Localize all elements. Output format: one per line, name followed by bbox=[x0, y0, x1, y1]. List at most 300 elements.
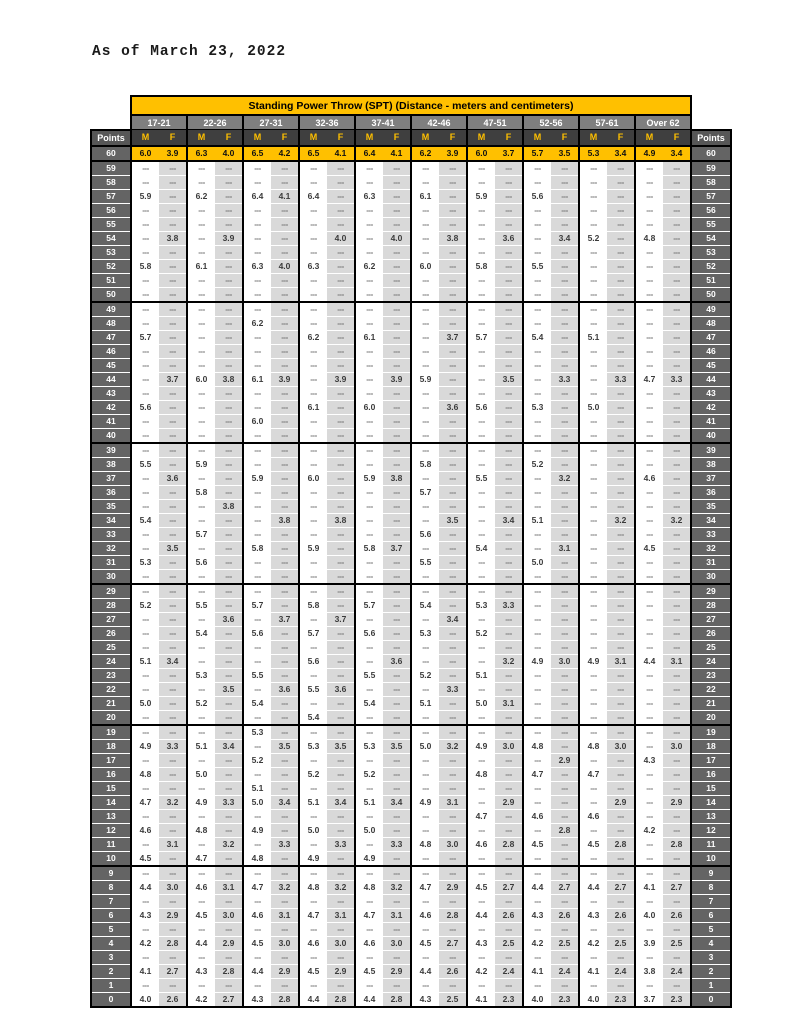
value-cell: 3.4 bbox=[495, 513, 523, 527]
points-cell-left: 53 bbox=[91, 245, 131, 259]
value-cell: 5.6 bbox=[187, 555, 215, 569]
value-cell: --- bbox=[411, 245, 439, 259]
value-cell: 4.1 bbox=[467, 992, 495, 1007]
value-cell: --- bbox=[579, 499, 607, 513]
male-header: M bbox=[187, 130, 215, 146]
value-cell: 2.5 bbox=[439, 992, 467, 1007]
value-cell: --- bbox=[579, 710, 607, 725]
corner-blank bbox=[691, 96, 731, 115]
score-row-4 bbox=[91, 936, 731, 950]
points-cell-right: 10 bbox=[691, 851, 731, 866]
score-row-60 bbox=[91, 146, 731, 161]
points-cell-right: 18 bbox=[691, 739, 731, 753]
value-cell: 5.5 bbox=[131, 457, 159, 471]
value-cell: --- bbox=[243, 203, 271, 217]
value-cell: 5.1 bbox=[355, 795, 383, 809]
score-row-26 bbox=[91, 626, 731, 640]
value-cell: --- bbox=[411, 541, 439, 555]
value-cell: --- bbox=[495, 555, 523, 569]
score-row-3 bbox=[91, 950, 731, 964]
value-cell: --- bbox=[355, 372, 383, 386]
value-cell: 4.3 bbox=[187, 964, 215, 978]
value-cell: --- bbox=[467, 710, 495, 725]
value-cell: 4.3 bbox=[523, 908, 551, 922]
value-cell: 5.1 bbox=[467, 668, 495, 682]
value-cell: --- bbox=[495, 725, 523, 740]
points-cell-left: 0 bbox=[91, 992, 131, 1007]
value-cell: --- bbox=[131, 682, 159, 696]
value-cell: 3.8 bbox=[635, 964, 663, 978]
value-cell: --- bbox=[187, 725, 215, 740]
value-cell: --- bbox=[663, 710, 691, 725]
score-row-41 bbox=[91, 414, 731, 428]
value-cell: --- bbox=[411, 330, 439, 344]
value-cell: --- bbox=[215, 161, 243, 176]
value-cell: --- bbox=[215, 640, 243, 654]
value-cell: --- bbox=[607, 612, 635, 626]
points-cell-left: 41 bbox=[91, 414, 131, 428]
points-cell-right: 21 bbox=[691, 696, 731, 710]
value-cell: --- bbox=[467, 485, 495, 499]
value-cell: 6.1 bbox=[243, 372, 271, 386]
value-cell: --- bbox=[439, 273, 467, 287]
value-cell: --- bbox=[131, 584, 159, 599]
value-cell: --- bbox=[271, 950, 299, 964]
value-cell: 4.0 bbox=[383, 231, 411, 245]
value-cell: --- bbox=[439, 302, 467, 317]
value-cell: --- bbox=[411, 175, 439, 189]
value-cell: --- bbox=[663, 161, 691, 176]
points-cell-right: 27 bbox=[691, 612, 731, 626]
value-cell: --- bbox=[551, 527, 579, 541]
male-header: M bbox=[243, 130, 271, 146]
value-cell: --- bbox=[131, 217, 159, 231]
value-cell: --- bbox=[607, 682, 635, 696]
value-cell: --- bbox=[495, 485, 523, 499]
value-cell: --- bbox=[579, 287, 607, 302]
value-cell: --- bbox=[271, 541, 299, 555]
points-cell-left: 24 bbox=[91, 654, 131, 668]
score-row-25 bbox=[91, 640, 731, 654]
value-cell: --- bbox=[551, 739, 579, 753]
value-cell: --- bbox=[327, 851, 355, 866]
value-cell: --- bbox=[439, 161, 467, 176]
value-cell: 5.1 bbox=[523, 513, 551, 527]
value-cell: --- bbox=[383, 527, 411, 541]
value-cell: --- bbox=[523, 217, 551, 231]
value-cell: 5.4 bbox=[243, 696, 271, 710]
value-cell: --- bbox=[635, 950, 663, 964]
value-cell: --- bbox=[495, 569, 523, 584]
value-cell: --- bbox=[551, 358, 579, 372]
value-cell: 2.4 bbox=[607, 964, 635, 978]
value-cell: --- bbox=[607, 696, 635, 710]
value-cell: --- bbox=[663, 527, 691, 541]
value-cell: --- bbox=[663, 640, 691, 654]
value-cell: 4.7 bbox=[243, 880, 271, 894]
value-cell: --- bbox=[411, 499, 439, 513]
value-cell: 2.4 bbox=[663, 964, 691, 978]
value-cell: --- bbox=[383, 386, 411, 400]
value-cell: --- bbox=[355, 245, 383, 259]
value-cell: --- bbox=[663, 344, 691, 358]
value-cell: 6.0 bbox=[411, 259, 439, 273]
value-cell: --- bbox=[299, 612, 327, 626]
value-cell: --- bbox=[187, 499, 215, 513]
value-cell: 4.8 bbox=[579, 739, 607, 753]
value-cell: --- bbox=[635, 626, 663, 640]
value-cell: --- bbox=[551, 584, 579, 599]
value-cell: 4.5 bbox=[411, 936, 439, 950]
value-cell: --- bbox=[607, 640, 635, 654]
value-cell: 6.3 bbox=[355, 189, 383, 203]
value-cell: --- bbox=[271, 499, 299, 513]
value-cell: --- bbox=[327, 866, 355, 881]
value-cell: --- bbox=[299, 485, 327, 499]
value-cell: --- bbox=[635, 851, 663, 866]
value-cell: --- bbox=[187, 584, 215, 599]
value-cell: --- bbox=[327, 245, 355, 259]
value-cell: 4.1 bbox=[579, 964, 607, 978]
value-cell: --- bbox=[439, 823, 467, 837]
value-cell: --- bbox=[579, 302, 607, 317]
value-cell: 4.8 bbox=[467, 767, 495, 781]
value-cell: 5.6 bbox=[411, 527, 439, 541]
value-cell: --- bbox=[383, 443, 411, 458]
value-cell: --- bbox=[271, 273, 299, 287]
value-cell: --- bbox=[495, 203, 523, 217]
female-header: F bbox=[327, 130, 355, 146]
value-cell: --- bbox=[383, 259, 411, 273]
value-cell: --- bbox=[299, 316, 327, 330]
value-cell: 5.8 bbox=[187, 485, 215, 499]
value-cell: --- bbox=[187, 569, 215, 584]
points-cell-right: 45 bbox=[691, 358, 731, 372]
value-cell: 5.1 bbox=[243, 781, 271, 795]
value-cell: --- bbox=[551, 668, 579, 682]
value-cell: --- bbox=[551, 922, 579, 936]
value-cell: --- bbox=[159, 922, 187, 936]
value-cell: --- bbox=[383, 710, 411, 725]
value-cell: 5.3 bbox=[243, 725, 271, 740]
value-cell: --- bbox=[607, 316, 635, 330]
value-cell: --- bbox=[439, 753, 467, 767]
value-cell: --- bbox=[523, 428, 551, 443]
value-cell: --- bbox=[159, 823, 187, 837]
value-cell: --- bbox=[383, 428, 411, 443]
score-row-17 bbox=[91, 753, 731, 767]
score-row-54 bbox=[91, 231, 731, 245]
value-cell: --- bbox=[159, 358, 187, 372]
value-cell: --- bbox=[607, 753, 635, 767]
value-cell: 4.2 bbox=[271, 146, 299, 161]
value-cell: 5.2 bbox=[579, 231, 607, 245]
value-cell: --- bbox=[495, 922, 523, 936]
value-cell: --- bbox=[663, 386, 691, 400]
value-cell: 4.3 bbox=[467, 936, 495, 950]
score-row-9 bbox=[91, 866, 731, 881]
value-cell: --- bbox=[635, 161, 663, 176]
value-cell: --- bbox=[271, 358, 299, 372]
value-cell: --- bbox=[131, 541, 159, 555]
value-cell: --- bbox=[131, 358, 159, 372]
value-cell: --- bbox=[551, 626, 579, 640]
value-cell: 4.9 bbox=[243, 823, 271, 837]
value-cell: --- bbox=[411, 513, 439, 527]
value-cell: --- bbox=[495, 330, 523, 344]
value-cell: --- bbox=[215, 823, 243, 837]
value-cell: --- bbox=[187, 161, 215, 176]
value-cell: --- bbox=[551, 950, 579, 964]
value-cell: --- bbox=[243, 767, 271, 781]
value-cell: --- bbox=[579, 823, 607, 837]
value-cell: --- bbox=[467, 499, 495, 513]
value-cell: --- bbox=[635, 358, 663, 372]
value-cell: 5.4 bbox=[523, 330, 551, 344]
value-cell: --- bbox=[159, 443, 187, 458]
value-cell: 3.6 bbox=[495, 231, 523, 245]
value-cell: --- bbox=[439, 584, 467, 599]
value-cell: --- bbox=[327, 809, 355, 823]
age-band-row bbox=[91, 115, 731, 130]
value-cell: 3.4 bbox=[383, 795, 411, 809]
value-cell: --- bbox=[131, 753, 159, 767]
value-cell: 3.9 bbox=[635, 936, 663, 950]
value-cell: --- bbox=[439, 414, 467, 428]
value-cell: --- bbox=[635, 259, 663, 273]
value-cell: 3.7 bbox=[159, 372, 187, 386]
value-cell: --- bbox=[495, 428, 523, 443]
value-cell: --- bbox=[439, 471, 467, 485]
value-cell: 4.7 bbox=[467, 809, 495, 823]
value-cell: --- bbox=[495, 781, 523, 795]
value-cell: --- bbox=[579, 217, 607, 231]
value-cell: 5.0 bbox=[299, 823, 327, 837]
value-cell: 5.2 bbox=[411, 668, 439, 682]
value-cell: --- bbox=[215, 922, 243, 936]
value-cell: 5.0 bbox=[131, 696, 159, 710]
value-cell: 4.5 bbox=[523, 837, 551, 851]
value-cell: --- bbox=[383, 161, 411, 176]
value-cell: 5.0 bbox=[243, 795, 271, 809]
value-cell: 5.3 bbox=[579, 146, 607, 161]
value-cell: --- bbox=[243, 217, 271, 231]
value-cell: 5.3 bbox=[523, 400, 551, 414]
points-cell-left: 20 bbox=[91, 710, 131, 725]
value-cell: --- bbox=[551, 330, 579, 344]
value-cell: 5.3 bbox=[411, 626, 439, 640]
value-cell: 3.2 bbox=[495, 654, 523, 668]
value-cell: 3.6 bbox=[327, 682, 355, 696]
value-cell: --- bbox=[607, 302, 635, 317]
value-cell: --- bbox=[607, 175, 635, 189]
value-cell: --- bbox=[299, 922, 327, 936]
value-cell: --- bbox=[327, 259, 355, 273]
value-cell: --- bbox=[439, 555, 467, 569]
value-cell: --- bbox=[579, 386, 607, 400]
value-cell: --- bbox=[523, 569, 551, 584]
value-cell: --- bbox=[187, 231, 215, 245]
value-cell: --- bbox=[579, 541, 607, 555]
value-cell: --- bbox=[467, 584, 495, 599]
value-cell: --- bbox=[467, 217, 495, 231]
value-cell: --- bbox=[383, 555, 411, 569]
value-cell: --- bbox=[187, 358, 215, 372]
points-cell-left: 12 bbox=[91, 823, 131, 837]
score-row-39 bbox=[91, 443, 731, 458]
value-cell: --- bbox=[187, 513, 215, 527]
value-cell: --- bbox=[467, 823, 495, 837]
value-cell: --- bbox=[131, 316, 159, 330]
value-cell: --- bbox=[327, 922, 355, 936]
value-cell: --- bbox=[663, 231, 691, 245]
score-row-28 bbox=[91, 598, 731, 612]
points-cell-right: 43 bbox=[691, 386, 731, 400]
value-cell: --- bbox=[551, 189, 579, 203]
value-cell: 3.1 bbox=[551, 541, 579, 555]
value-cell: 2.6 bbox=[607, 908, 635, 922]
points-cell-right: 26 bbox=[691, 626, 731, 640]
points-cell-right: 39 bbox=[691, 443, 731, 458]
value-cell: --- bbox=[159, 753, 187, 767]
value-cell: 3.1 bbox=[159, 837, 187, 851]
points-cell-left: 42 bbox=[91, 400, 131, 414]
value-cell: --- bbox=[159, 710, 187, 725]
points-cell-left: 38 bbox=[91, 457, 131, 471]
value-cell: --- bbox=[467, 175, 495, 189]
value-cell: --- bbox=[607, 400, 635, 414]
value-cell: --- bbox=[187, 837, 215, 851]
value-cell: --- bbox=[355, 922, 383, 936]
value-cell: 3.0 bbox=[327, 936, 355, 950]
value-cell: --- bbox=[271, 668, 299, 682]
male-header: M bbox=[411, 130, 439, 146]
value-cell: --- bbox=[495, 640, 523, 654]
value-cell: --- bbox=[551, 245, 579, 259]
value-cell: 5.2 bbox=[467, 626, 495, 640]
value-cell: 5.7 bbox=[299, 626, 327, 640]
points-cell-right: 6 bbox=[691, 908, 731, 922]
points-cell-left: 51 bbox=[91, 273, 131, 287]
value-cell: --- bbox=[383, 273, 411, 287]
value-cell: --- bbox=[383, 866, 411, 881]
points-cell-left: 55 bbox=[91, 217, 131, 231]
value-cell: 4.6 bbox=[243, 908, 271, 922]
points-cell-right: 15 bbox=[691, 781, 731, 795]
points-cell-right: 50 bbox=[691, 287, 731, 302]
value-cell: --- bbox=[271, 555, 299, 569]
value-cell: --- bbox=[327, 316, 355, 330]
value-cell: --- bbox=[299, 781, 327, 795]
value-cell: --- bbox=[383, 612, 411, 626]
value-cell: --- bbox=[411, 894, 439, 908]
value-cell: --- bbox=[187, 612, 215, 626]
value-cell: 5.7 bbox=[467, 330, 495, 344]
value-cell: --- bbox=[159, 189, 187, 203]
value-cell: --- bbox=[383, 640, 411, 654]
value-cell: --- bbox=[187, 400, 215, 414]
value-cell: --- bbox=[299, 175, 327, 189]
value-cell: --- bbox=[551, 767, 579, 781]
value-cell: 5.8 bbox=[243, 541, 271, 555]
value-cell: 4.8 bbox=[411, 837, 439, 851]
value-cell: --- bbox=[439, 189, 467, 203]
value-cell: --- bbox=[131, 950, 159, 964]
value-cell: --- bbox=[635, 598, 663, 612]
value-cell: --- bbox=[271, 527, 299, 541]
value-cell: --- bbox=[299, 245, 327, 259]
score-row-30 bbox=[91, 569, 731, 584]
value-cell: --- bbox=[411, 753, 439, 767]
points-cell-right: 56 bbox=[691, 203, 731, 217]
value-cell: 5.5 bbox=[187, 598, 215, 612]
score-row-35 bbox=[91, 499, 731, 513]
value-cell: --- bbox=[551, 400, 579, 414]
value-cell: --- bbox=[663, 569, 691, 584]
value-cell: --- bbox=[187, 428, 215, 443]
value-cell: 3.8 bbox=[215, 372, 243, 386]
value-cell: --- bbox=[495, 245, 523, 259]
value-cell: --- bbox=[131, 668, 159, 682]
value-cell: 6.4 bbox=[355, 146, 383, 161]
value-cell: --- bbox=[411, 809, 439, 823]
value-cell: 3.0 bbox=[215, 908, 243, 922]
points-cell-right: 17 bbox=[691, 753, 731, 767]
value-cell: --- bbox=[159, 612, 187, 626]
value-cell: 3.2 bbox=[271, 880, 299, 894]
value-cell: 2.7 bbox=[607, 880, 635, 894]
value-cell: --- bbox=[187, 710, 215, 725]
value-cell: 3.9 bbox=[215, 231, 243, 245]
value-cell: --- bbox=[131, 922, 159, 936]
value-cell: --- bbox=[607, 598, 635, 612]
value-cell: --- bbox=[131, 302, 159, 317]
value-cell: 4.2 bbox=[523, 936, 551, 950]
score-row-10 bbox=[91, 851, 731, 866]
value-cell: --- bbox=[551, 316, 579, 330]
value-cell: 3.1 bbox=[495, 696, 523, 710]
score-row-56 bbox=[91, 203, 731, 217]
points-cell-right: 31 bbox=[691, 555, 731, 569]
value-cell: 4.9 bbox=[131, 739, 159, 753]
value-cell: --- bbox=[131, 471, 159, 485]
value-cell: --- bbox=[607, 217, 635, 231]
value-cell: --- bbox=[131, 443, 159, 458]
value-cell: 5.2 bbox=[243, 753, 271, 767]
value-cell: 5.7 bbox=[131, 330, 159, 344]
value-cell: --- bbox=[467, 612, 495, 626]
value-cell: --- bbox=[551, 795, 579, 809]
value-cell: --- bbox=[243, 555, 271, 569]
value-cell: 4.5 bbox=[243, 936, 271, 950]
value-cell: 5.9 bbox=[299, 541, 327, 555]
value-cell: --- bbox=[607, 485, 635, 499]
value-cell: --- bbox=[243, 640, 271, 654]
value-cell: --- bbox=[663, 555, 691, 569]
value-cell: --- bbox=[467, 725, 495, 740]
value-cell: --- bbox=[467, 640, 495, 654]
sex-header-row bbox=[91, 130, 731, 146]
value-cell: --- bbox=[131, 725, 159, 740]
value-cell: --- bbox=[271, 598, 299, 612]
value-cell: --- bbox=[159, 781, 187, 795]
points-cell-left: 60 bbox=[91, 146, 131, 161]
age-band-header: 32-36 bbox=[299, 115, 355, 130]
points-cell-left: 44 bbox=[91, 372, 131, 386]
value-cell: --- bbox=[271, 400, 299, 414]
value-cell: --- bbox=[355, 428, 383, 443]
value-cell: 5.7 bbox=[187, 527, 215, 541]
